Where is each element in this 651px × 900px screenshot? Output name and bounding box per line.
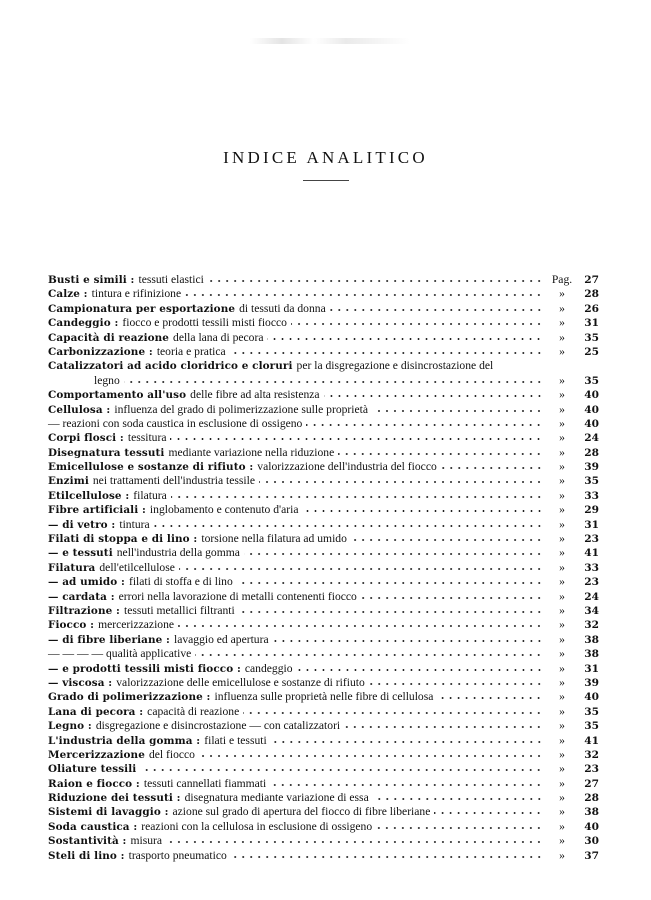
page-number: 33 — [584, 561, 599, 574]
page-number: 23 — [584, 576, 599, 589]
index-entry — [48, 647, 599, 661]
dot-leader — [369, 682, 543, 686]
index-entry — [48, 460, 599, 474]
entry-heading: Emicellulose e sostanze di rifiuto : — [48, 461, 254, 474]
entry-heading: Campionatura per esportazione — [48, 302, 236, 315]
dot-leader — [170, 437, 543, 441]
page-number: 35 — [584, 720, 599, 733]
page-marker: » — [559, 517, 565, 531]
entry-text: influenza del grado di polimerizzazione sulle proprietà — [114, 402, 369, 416]
page-marker: » — [559, 776, 565, 790]
index-entry — [48, 345, 599, 359]
entry-heading: Oliature tessili — [48, 763, 137, 776]
index-entry — [48, 820, 599, 834]
page-number: 25 — [584, 345, 599, 358]
index-entry — [48, 777, 599, 791]
index-entry — [48, 618, 599, 632]
index-entry — [48, 805, 599, 819]
page-marker: » — [559, 618, 565, 632]
dot-leader — [351, 538, 543, 542]
page-number: 26 — [584, 302, 599, 315]
entry-text: filati e tessuti — [204, 733, 267, 747]
page-number: 27 — [584, 274, 599, 286]
index-entry — [48, 662, 599, 676]
page-number: 32 — [584, 619, 599, 632]
index-entry — [48, 316, 599, 330]
index-entry — [48, 849, 599, 863]
page-number: 40 — [584, 403, 599, 416]
entry-heading: Mercerizzazione — [48, 748, 145, 761]
page-number: 28 — [584, 792, 599, 805]
dot-leader — [306, 423, 543, 427]
entry-heading: Soda caustica : — [48, 820, 138, 833]
page-marker: » — [559, 416, 565, 430]
page-marker: » — [559, 848, 565, 862]
dot-leader — [199, 754, 543, 758]
index-entry — [48, 388, 599, 402]
dot-leader — [140, 768, 543, 772]
page-marker: » — [559, 546, 565, 560]
page-marker: » — [559, 589, 565, 603]
page-marker: » — [559, 388, 565, 402]
index-entry — [48, 489, 599, 503]
page-number: 28 — [584, 446, 599, 459]
entry-heading: Raion e fiocco : — [48, 777, 140, 790]
page-number: 31 — [584, 662, 599, 675]
entry-text: lavaggio ed apertura — [173, 632, 269, 646]
entry-text: disegnatura mediante variazione di essa — [184, 791, 369, 805]
page-marker: » — [559, 488, 565, 502]
entry-heading: Capacità di reazione — [48, 331, 170, 344]
entry-heading: Filtrazione : — [48, 604, 120, 617]
page-marker: » — [559, 704, 565, 718]
page-number: 40 — [584, 389, 599, 402]
title-divider — [303, 180, 349, 181]
page-marker: » — [559, 747, 565, 761]
entry-heading: Etilcellulose : — [48, 489, 130, 502]
page-marker: » — [559, 445, 565, 459]
index-entry — [48, 719, 599, 733]
page-number: 27 — [584, 777, 599, 790]
entry-text: fiocco e prodotti tessili misti fiocco — [122, 316, 287, 330]
index-entry — [48, 748, 599, 762]
entry-heading: Lana di pecora : — [48, 705, 144, 718]
page-number: 30 — [584, 835, 599, 848]
entry-heading: Busti e simili : — [48, 274, 135, 286]
entry-heading: Grado di polimerizzazione : — [48, 691, 211, 704]
entry-heading: Fibre artificiali : — [48, 504, 146, 517]
page-number: 39 — [584, 676, 599, 689]
entry-text: teoria e pratica — [156, 344, 226, 358]
page-number: 35 — [584, 331, 599, 344]
entry-text: tintura — [119, 517, 150, 531]
index-entry — [48, 791, 599, 805]
index-entry-continuation — [48, 374, 599, 388]
dot-leader — [259, 480, 543, 484]
index-entry — [48, 532, 599, 546]
dot-leader — [243, 711, 543, 715]
index-entry — [48, 331, 599, 345]
entry-text: influenza sulle proprietà nelle fibre di cellulosa — [214, 690, 434, 704]
page-marker: » — [559, 402, 565, 416]
page-marker: » — [559, 733, 565, 747]
page-marker: » — [559, 532, 565, 546]
page-marker: » — [559, 647, 565, 661]
page-marker: » — [559, 344, 565, 358]
entry-heading: — di fibre liberiane : — [48, 633, 170, 646]
dot-leader — [244, 552, 543, 556]
index-entry — [48, 762, 599, 776]
entry-heading: L'industria della gomma : — [48, 734, 201, 747]
dot-leader — [185, 293, 543, 297]
entry-heading: Candeggio : — [48, 317, 119, 330]
entry-heading: Corpi flosci : — [48, 432, 124, 445]
page-number: 35 — [584, 705, 599, 718]
entry-text: mercerizzazione — [98, 618, 175, 632]
dot-leader — [376, 826, 543, 830]
dot-leader — [208, 279, 543, 283]
entry-text: dell'etilcellulose — [99, 560, 175, 574]
index-entry — [48, 446, 599, 460]
index-entry — [48, 604, 599, 618]
dot-leader — [434, 811, 543, 815]
dot-leader — [297, 668, 543, 672]
page-marker: » — [559, 661, 565, 675]
page-number: 37 — [584, 849, 599, 862]
index-entry — [48, 417, 599, 431]
dot-leader — [230, 351, 543, 355]
dot-leader — [441, 466, 543, 470]
entry-heading: Fiocco : — [48, 619, 95, 632]
page-number: 38 — [584, 633, 599, 646]
entry-text: capacità di reazione — [147, 704, 240, 718]
page-number: 31 — [584, 317, 599, 330]
page-number: 29 — [584, 504, 599, 517]
page-marker: » — [559, 819, 565, 833]
page-number: 23 — [584, 763, 599, 776]
page-number: 35 — [584, 475, 599, 488]
entry-text: tessitura — [127, 431, 167, 445]
dot-leader — [271, 740, 543, 744]
page-number: 35 — [584, 374, 599, 387]
entry-text: nei trattamenti dell'industria tessile — [92, 474, 255, 488]
entry-text: per la disgregazione e disincrostazione del — [296, 359, 494, 373]
entry-heading: Cellulosa : — [48, 403, 111, 416]
dot-leader — [267, 337, 543, 341]
dot-leader — [361, 596, 543, 600]
index-entry — [48, 503, 599, 517]
page-number: 32 — [584, 748, 599, 761]
entry-text: valorizzazione delle emicellulose e sostanze di rifiuto — [116, 675, 365, 689]
entry-text: torsione nella filatura ad umido — [201, 532, 347, 546]
entry-text: di tessuti da donna — [239, 301, 326, 315]
index-entry — [48, 705, 599, 719]
entry-text: errori nella lavorazione di metalli contenenti fiocco — [118, 589, 357, 603]
spacer — [497, 365, 595, 369]
page-marker: » — [559, 791, 565, 805]
entry-text: trasporto pneumatico — [128, 848, 227, 862]
entry-heading: Calze : — [48, 288, 88, 301]
index-entry — [48, 302, 599, 316]
entry-text: misura — [130, 834, 163, 848]
page-number: 34 — [584, 604, 599, 617]
entry-heading: — ad umido : — [48, 576, 125, 589]
page-marker: » — [559, 603, 565, 617]
page-number: 24 — [584, 432, 599, 445]
dot-leader — [178, 624, 543, 628]
page-number: 39 — [584, 461, 599, 474]
page-marker: » — [559, 575, 565, 589]
page-marker: » — [559, 690, 565, 704]
page-marker: » — [559, 373, 565, 387]
dot-leader — [166, 840, 543, 844]
page-marker: » — [559, 719, 565, 733]
entry-text: reazioni con la cellulosa in esclusione di ossigeno — [141, 819, 373, 833]
entry-heading: Carbonizzazione : — [48, 345, 153, 358]
entry-heading: — e tessuti — [48, 547, 113, 560]
page-marker: » — [559, 431, 565, 445]
page-number: 38 — [584, 806, 599, 819]
entry-heading: — e prodotti tessili misti fiocco : — [48, 662, 241, 675]
page-marker: » — [559, 762, 565, 776]
dot-leader — [195, 653, 543, 657]
entry-heading: Enzimi — [48, 475, 89, 488]
page-marker: » — [559, 632, 565, 646]
index-entry — [48, 518, 599, 532]
dot-leader — [171, 495, 543, 499]
page-marker: » — [559, 503, 565, 517]
dot-leader — [372, 409, 543, 413]
dot-leader — [330, 308, 543, 312]
index-entry — [48, 431, 599, 445]
entry-heading: Steli di lino : — [48, 849, 125, 862]
dot-leader — [124, 380, 543, 384]
entry-heading: Filati di stoppa e di lino : — [48, 533, 198, 546]
page-number: 40 — [584, 417, 599, 430]
page-number: 24 — [584, 590, 599, 603]
entry-text: mediante variazione nella riduzione — [168, 445, 335, 459]
entry-heading: — di vetro : — [48, 518, 116, 531]
dot-leader — [237, 581, 543, 585]
entry-text: delle fibre ad alta resistenza — [190, 388, 320, 402]
dot-leader — [154, 524, 543, 528]
entry-text: azione sul grado di apertura del fiocco di fibre liberiane — [172, 805, 431, 819]
dot-leader — [273, 639, 543, 643]
page-number: 41 — [584, 547, 599, 560]
entry-heading: Disegnatura tessuti — [48, 446, 165, 459]
page-marker: » — [559, 287, 565, 301]
entry-text: nell'industria della gomma — [116, 546, 240, 560]
entry-continuation: legno — [94, 373, 120, 387]
page-marker: » — [559, 301, 565, 315]
dot-leader — [179, 567, 543, 571]
dot-leader — [239, 610, 543, 614]
page-marker: » — [559, 805, 565, 819]
entry-heading: Sistemi di lavaggio : — [48, 806, 169, 819]
entry-text: — reazioni con soda caustica in esclusione di ossigeno — [48, 416, 303, 430]
dot-leader — [437, 696, 543, 700]
dot-leader — [231, 855, 543, 859]
entry-heading: Sostantività : — [48, 835, 127, 848]
index-entry — [48, 690, 599, 704]
page-number: 40 — [584, 820, 599, 833]
page-marker: » — [559, 560, 565, 574]
entry-heading: — cardata : — [48, 590, 115, 603]
entry-text: filatura — [133, 488, 167, 502]
page-marker: » — [559, 675, 565, 689]
page-number: 40 — [584, 691, 599, 704]
entry-heading: Riduzione dei tessuti : — [48, 792, 181, 805]
entry-heading: Legno : — [48, 720, 92, 733]
page-marker: » — [559, 834, 565, 848]
index-entry — [48, 575, 599, 589]
page-marker: » — [559, 316, 565, 330]
page-number: 38 — [584, 648, 599, 661]
page-number: 23 — [584, 533, 599, 546]
index-entry — [48, 633, 599, 647]
index-entry — [48, 561, 599, 575]
entry-heading: Comportamento all'uso — [48, 389, 187, 402]
dot-leader — [324, 394, 543, 398]
page-number: 33 — [584, 489, 599, 502]
index-entry — [48, 546, 599, 560]
page-marker: » — [559, 474, 565, 488]
scan-artifact — [250, 38, 410, 44]
dot-leader — [291, 322, 543, 326]
entry-text: tessuti cannellati fiammati — [143, 776, 267, 790]
entry-text: filati di stoffa e di lino — [128, 575, 233, 589]
index-entry — [48, 734, 599, 748]
entry-text: candeggio — [244, 661, 293, 675]
page-marker: Pag. — [551, 273, 573, 286]
index-entry — [48, 287, 599, 301]
index-entry — [48, 273, 599, 287]
entry-heading: — viscosa : — [48, 676, 113, 689]
dot-leader — [303, 509, 544, 513]
entry-text: della lana di pecora — [173, 330, 264, 344]
index-list — [48, 273, 599, 863]
page-number: 28 — [584, 288, 599, 301]
index-entry — [48, 403, 599, 417]
entry-text: valorizzazione dell'industria del fiocco — [257, 460, 437, 474]
dot-leader — [270, 783, 543, 787]
index-entry — [48, 359, 599, 373]
page-title: INDICE ANALITICO — [223, 148, 428, 167]
index-entry — [48, 474, 599, 488]
index-entry — [48, 676, 599, 690]
entry-text: tintura e rifinizione — [91, 287, 182, 301]
page-marker: » — [559, 330, 565, 344]
dot-leader — [338, 452, 543, 456]
page-marker: » — [559, 460, 565, 474]
entry-text: tessuti elastici — [138, 273, 204, 286]
page-number: 41 — [584, 734, 599, 747]
entry-text: tessuti metallici filtranti — [123, 603, 235, 617]
dot-leader — [373, 797, 543, 801]
page-number: 31 — [584, 518, 599, 531]
index-entry — [48, 590, 599, 604]
dot-leader — [344, 725, 543, 729]
entry-text: del fiocco — [148, 747, 195, 761]
entry-heading: Filatura — [48, 561, 96, 574]
entry-heading: Catalizzatori ad acido cloridrico e cloruri — [48, 360, 293, 373]
entry-text: inglobamento e contenuto d'aria — [149, 503, 299, 517]
entry-text: disgregazione e disincrostazione — con catalizzatori — [95, 719, 341, 733]
entry-text: — — — — qualità applicative — [48, 647, 192, 661]
index-entry — [48, 834, 599, 848]
